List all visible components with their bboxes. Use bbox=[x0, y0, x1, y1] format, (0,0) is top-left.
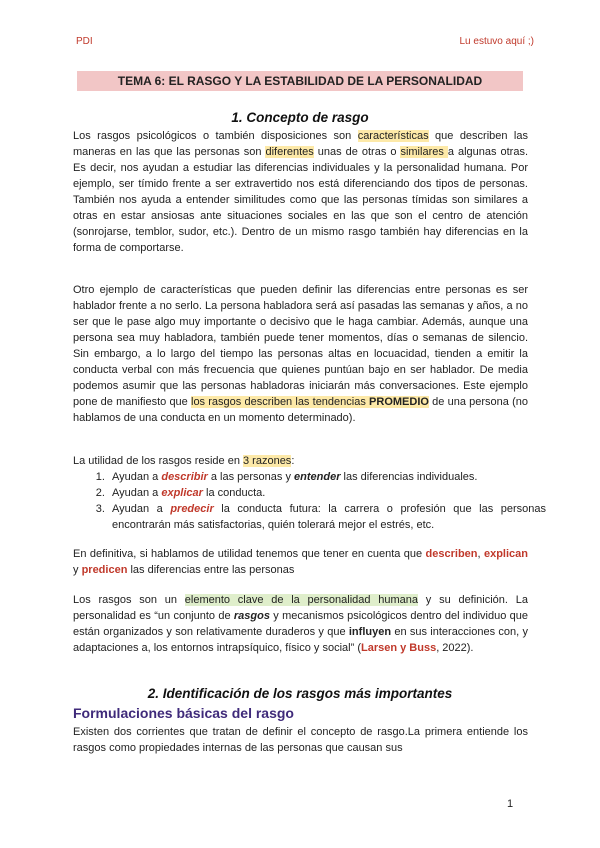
page-number: 1 bbox=[507, 798, 514, 810]
p5-bold-influyen: influyen bbox=[348, 626, 392, 638]
p4-sep-2: y bbox=[73, 564, 82, 576]
list-item-red-term: describir bbox=[161, 471, 208, 483]
p5-highlight-elemento-clave: elemento clave de la personalidad humana bbox=[184, 594, 419, 606]
list-item-text: las diferencias individuales. bbox=[340, 471, 478, 483]
p1-highlight-diferentes: diferentes bbox=[265, 146, 314, 158]
p4-red-explican: explican bbox=[483, 548, 528, 560]
list-item-text: la conducta. bbox=[202, 487, 266, 499]
p1-highlight-caracteristicas: características bbox=[357, 130, 429, 142]
list-item-text: Ayudan a bbox=[112, 487, 162, 499]
paragraph-2 bbox=[73, 282, 528, 426]
p2-highlight bbox=[191, 396, 429, 408]
list-item-red-term: explicar bbox=[161, 487, 203, 499]
p3-text-b: : bbox=[291, 455, 295, 467]
p2-text-b: de una persona (no hablamos de una conducta en un momento determinado). bbox=[73, 396, 528, 424]
p2-text-a: Otro ejemplo de características que pueden definir las diferencias entre personas es ser hablador frente a no serlo. La persona habladora será así pasadas las semanas y años, a no ser que le pase algo muy importante o decisivo que le haga cambiar. Además, aunque una persona sea muy habladora, también puede tener momentos, días o semanas de silencio. Sin embargo, a lo largo del tiempo las personas altas en locuacidad, tienden a emitir la conducta verbal con más frecuencia que quienes puntúan bajo en ser hablador. De media podemos asumir que las personas habladoras iniciarán más conversaciones. Este ejemplo pone de manifiesto que bbox=[73, 284, 528, 408]
p5-text-e: , 2022). bbox=[436, 642, 474, 654]
list-item-text: la conducta futura: la carrera o profesión que las personas encontrarán más satisfactorias, quién tolerará mejor el estrés, etc. bbox=[112, 503, 546, 531]
p1-text-c: unas de otras o bbox=[313, 146, 401, 158]
p2-highlight-text: los rasgos describen las tendencias bbox=[191, 396, 370, 408]
paragraph-3 bbox=[73, 453, 528, 469]
p4-sep-1: , bbox=[477, 548, 484, 560]
document-title: TEMA 6: EL RASGO Y LA ESTABILIDAD DE LA PERSONALIDAD bbox=[77, 71, 523, 91]
paragraph-1 bbox=[73, 128, 528, 256]
list-item-text: Ayudan a bbox=[112, 471, 162, 483]
section-1-heading: 1. Concepto de rasgo bbox=[231, 110, 369, 125]
p5-text-a: Los rasgos son un bbox=[73, 594, 185, 606]
p5-bold-italic-rasgos: rasgos bbox=[233, 610, 270, 622]
section-2-subheading: Formulaciones básicas del rasgo bbox=[73, 705, 294, 721]
p5-citation: Larsen y Buss bbox=[360, 642, 437, 654]
p4-red-describen: describen bbox=[425, 548, 478, 560]
p1-text-a: Los rasgos psicológicos o también disposiciones son bbox=[73, 130, 358, 142]
p1-highlight-similares: similares bbox=[400, 146, 448, 158]
list-item-bold-italic: entender bbox=[294, 471, 341, 483]
p5-text-c: y mecanismos psicológicos dentro del individuo que están organizados y son relativamente duraderos y que bbox=[73, 610, 528, 638]
p4-text-b: las diferencias entre las personas bbox=[127, 564, 295, 576]
p1-text-b: que describen las maneras en las que las personas son bbox=[73, 130, 528, 158]
p1-text-d: a algunas otras. Es decir, nos ayudan a estudiar las diferencias individuales y la personalidad humana. Por ejemplo, ser tímido frente a ser extravertido nos está diferenciando dos tipos de personas. También nos ayuda a entender similitudes como que las personas tímidas son similares a otras en estar ansiosas ante situaciones sociales en las que son el centro de atención (sonrojarse, temblor, sudor, etc.). Dentro de un mismo rasgo también hay diferencias en la forma de comportarse. bbox=[73, 146, 528, 254]
list-item-red-term: predecir bbox=[170, 503, 214, 515]
p3-text-a: La utilidad de los rasgos reside en bbox=[73, 455, 243, 467]
p5-text-d: en sus interacciones con, y adaptaciones a, los entornos intrapsíquico, físico y social” ( bbox=[73, 626, 528, 654]
list-item bbox=[108, 485, 546, 501]
list-item bbox=[108, 469, 546, 485]
utility-list bbox=[90, 469, 546, 533]
p2-bold-promedio: PROMEDIO bbox=[369, 396, 429, 408]
paragraph-5 bbox=[73, 592, 528, 656]
p4-red-predicen: predicen bbox=[81, 564, 128, 576]
list-item bbox=[108, 501, 546, 533]
list-item-text: Ayudan a bbox=[112, 503, 171, 515]
p5-text-b: y su definición. La personalidad es “un conjunto de bbox=[73, 594, 528, 622]
list-item-text: a las personas y bbox=[207, 471, 295, 483]
paragraph-4 bbox=[73, 546, 528, 578]
header-left: PDI bbox=[76, 36, 93, 47]
p3-highlight-3-razones: 3 razones bbox=[243, 455, 292, 467]
p4-text-a: En definitiva, si hablamos de utilidad tenemos que tener en cuenta que bbox=[73, 548, 426, 560]
section-2-heading: 2. Identificación de los rasgos más importantes bbox=[147, 686, 453, 701]
header-right: Lu estuvo aquí ;) bbox=[459, 36, 534, 47]
paragraph-6: Existen dos corrientes que tratan de definir el concepto de rasgo.La primera entiende los rasgos como propiedades internas de las personas que causan sus bbox=[73, 726, 528, 754]
